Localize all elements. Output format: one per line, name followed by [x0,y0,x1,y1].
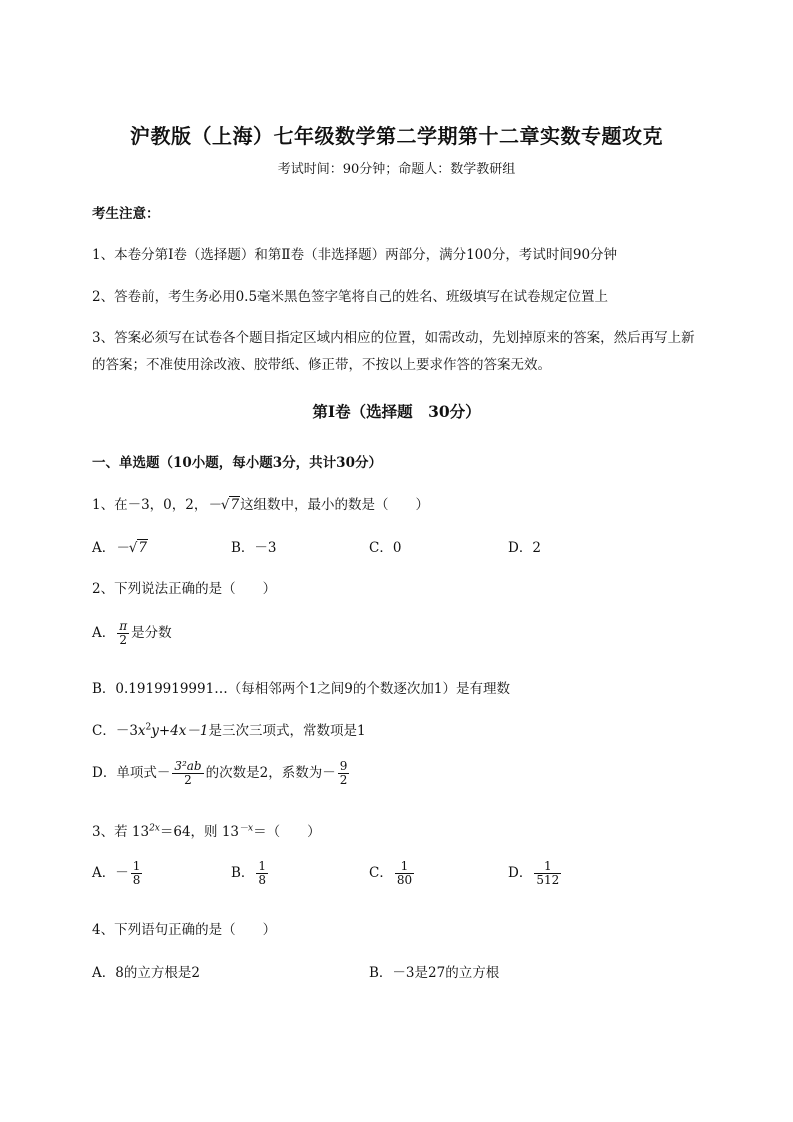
fraction: $\frac{9}{2}$ [339,759,348,788]
question-2-stem: 2、下列说法正确的是（ ） [92,581,277,597]
page-title: 沪教版（上海）七年级数学第二学期第十二章实数专题攻克 [130,124,663,148]
notice-item-1: 1、本卷分第I卷（选择题）和第Ⅱ卷（非选择题）两部分，满分100分，考试时间90分钟 [92,247,618,263]
q2-option-a[interactable]: A． $\frac{\pi}{2}$ 是分数 [92,619,172,648]
part-title: 一、单选题（10小题，每小题3分，共计30分） [92,455,382,471]
q4-option-a[interactable]: A．8的立方根是2 [92,965,200,981]
q3-option-b[interactable]: B． $\frac{1}{8}$ [231,859,267,888]
question-1-stem: 1、在－3，0，2，－√7这组数中，最小的数是（ ） [92,497,430,513]
question-4-stem: 4、下列语句正确的是（ ） [92,922,277,938]
section-title: 第I卷（选择题 30分） [312,402,481,421]
q2-option-c[interactable]: C．$-3x^2y+4x-1$是三次三项式，常数项是1 [92,722,366,739]
q1-option-c[interactable]: C．0 [369,540,402,556]
neg-sqrt-7: －√7 [207,497,240,513]
q3-option-c[interactable]: C． $\frac{1}{80}$ [369,859,413,888]
q3-option-d[interactable]: D． $\frac{1}{512}$ [508,859,560,888]
fraction: $\frac{\text{3²ab}}{2}$ [174,759,202,788]
notice-item-3-line-1: 3、答案必须写在试卷各个题目指定区域内相应的位置，如需改动，先划掉原来的答案，然后再写上新 [92,330,695,346]
notice-heading: 考生注意： [92,206,160,222]
fraction: $\frac{1}{8}$ [258,859,267,888]
notice-item-2: 2、答卷前，考生务必用0.5毫米黑色签字笔将自己的姓名、班级填写在试卷规定位置上 [92,289,609,305]
q1-option-b[interactable]: B．－3 [231,540,277,556]
q2-option-b[interactable]: B．0.1919919991…（每相邻两个1之间9的个数逐次加1）是有理数 [92,681,510,697]
page-subtitle: 考试时间：90分钟；命题人：数学教研组 [277,162,516,177]
fraction: $\frac{1}{8}$ [132,859,141,888]
fraction: $\frac{1}{512}$ [536,859,560,888]
question-3-stem: 3、若 $13^{2x}=64$，则 $13^{-x}=$（ ） [92,823,321,840]
q2-option-d[interactable]: D．单项式－ $\frac{\text{3²ab}}{2}$ 的次数是2，系数为－ $\frac{9}{2}$ [92,759,348,788]
q1-option-d[interactable]: D．2 [508,540,541,556]
q3-option-a[interactable]: A．－ $\frac{1}{8}$ [92,859,141,888]
notice-item-3-line-2: 的答案；不准使用涂改液、胶带纸、修正带，不按以上要求作答的答案无效。 [92,357,551,373]
q4-option-b[interactable]: B．－3是27的立方根 [369,965,500,981]
q1-option-a[interactable]: A．－√7 [92,540,147,556]
fraction: $\frac{1}{80}$ [396,859,413,888]
fraction: $\frac{\pi}{2}$ [119,619,128,648]
